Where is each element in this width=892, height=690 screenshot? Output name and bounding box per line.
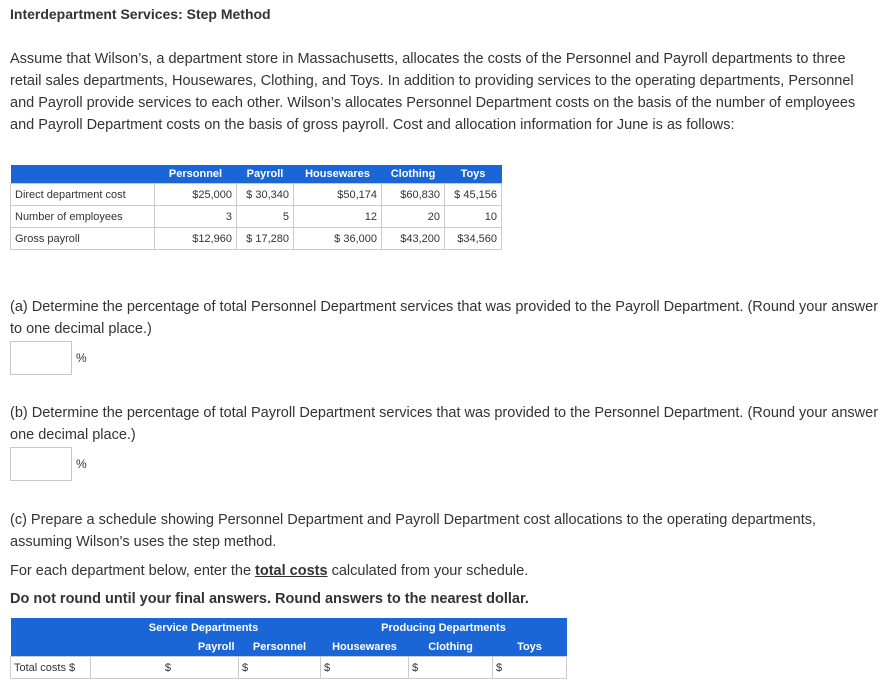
dollar-sign: $ (496, 661, 503, 674)
percent-unit: % (76, 351, 87, 365)
group-header-service: Service Departments (91, 618, 321, 637)
table-cell: $50,174 (294, 184, 382, 206)
row-label: Gross payroll (11, 228, 155, 250)
table-cell: $ 45,156 (445, 184, 502, 206)
total-costs-personnel-input[interactable] (248, 659, 312, 677)
col-header-clothing: Clothing (409, 637, 493, 657)
total-costs-housewares-input[interactable] (330, 659, 394, 677)
schedule-cell-payroll (91, 657, 239, 679)
cost-allocation-table (10, 165, 502, 250)
schedule-cell-clothing (409, 657, 493, 679)
header-blank (11, 637, 91, 657)
table-cell: 10 (445, 206, 502, 228)
col-header-toys: Toys (445, 165, 502, 184)
row-label: Direct department cost (11, 184, 155, 206)
schedule-cell-housewares (321, 657, 409, 679)
table-cell: 3 (155, 206, 237, 228)
table-row (11, 228, 502, 250)
total-costs-payroll-input[interactable] (171, 659, 235, 677)
col-header-personnel: Personnel (155, 165, 237, 184)
table-cell: 5 (237, 206, 294, 228)
col-header-payroll: Payroll (237, 165, 294, 184)
table-cell: $12,960 (155, 228, 237, 250)
answer-a-row (10, 341, 87, 375)
row-label: Total costs (14, 661, 66, 674)
table-cell: $34,560 (445, 228, 502, 250)
schedule-cell-personnel (239, 657, 321, 679)
table-row (11, 184, 502, 206)
table-cell: $60,830 (382, 184, 445, 206)
answer-a-input[interactable] (10, 341, 72, 375)
instruction-post: calculated from your schedule. (327, 563, 529, 579)
dollar-sign: $ (324, 661, 331, 674)
table-cell: $ 30,340 (237, 184, 294, 206)
instruction-emphasis: total costs (255, 563, 328, 579)
page-title: Interdepartment Services: Step Method (10, 6, 271, 22)
percent-unit: % (76, 457, 87, 471)
col-header-payroll: Payroll (91, 637, 239, 657)
table-cell: $25,000 (155, 184, 237, 206)
schedule-cell-toys (493, 657, 567, 679)
answer-b-input[interactable] (10, 447, 72, 481)
question-a: (a) Determine the percentage of total Personnel Department services that was provided to the Payroll Department. (Round your answer to one decimal place.) (10, 299, 879, 337)
rounding-note: Do not round until your final answers. Round answers to the nearest dollar. (10, 591, 529, 607)
table-cell: 20 (382, 206, 445, 228)
dollar-sign: $ (242, 661, 249, 674)
question-c: (c) Prepare a schedule showing Personnel Department and Payroll Department cost allocations to the operating departments, assuming Wilson's uses the step method. (10, 512, 816, 550)
schedule-table (10, 618, 567, 679)
table-row (11, 206, 502, 228)
table-cell: $43,200 (382, 228, 445, 250)
instruction-pre: For each department below, enter the (10, 563, 256, 579)
col-header-housewares: Housewares (294, 165, 382, 184)
table-cell: $ 36,000 (294, 228, 382, 250)
group-header-producing: Producing Departments (321, 618, 567, 637)
total-costs-clothing-input[interactable] (418, 659, 482, 677)
row-label-total-costs (11, 657, 91, 679)
table-cell: 12 (294, 206, 382, 228)
col-header-housewares: Housewares (321, 637, 409, 657)
problem-intro: Assume that Wilson’s, a department store in Massachusetts, allocates the costs of the Personnel and Payroll departments to three retail sales departments, Housewares, Clothing, and Toys. In addition to providing services to the operating departments, Personnel and Payroll provide services to each other. Wilson’s allocates Personnel Department costs on the basis of the number of employees and Payroll Department costs on the basis of gross payroll. Cost and allocation information for June is as follows: (10, 51, 856, 133)
dollar-sign: $ (164, 661, 171, 674)
col-header-personnel: Personnel (239, 637, 321, 657)
col-header-clothing: Clothing (382, 165, 445, 184)
dollar-sign: $ (69, 661, 76, 674)
col-header-toys: Toys (493, 637, 567, 657)
table-row (11, 657, 567, 679)
total-costs-toys-input[interactable] (502, 659, 554, 677)
dollar-sign: $ (412, 661, 419, 674)
instruction-line (10, 560, 880, 582)
header-blank (11, 165, 155, 184)
row-label: Number of employees (11, 206, 155, 228)
header-blank (11, 618, 91, 637)
answer-b-row (10, 447, 87, 481)
table-cell: $ 17,280 (237, 228, 294, 250)
question-b: (b) Determine the percentage of total Payroll Department services that was provided to the Personnel Department. (Round your answer one decimal place.) (10, 405, 879, 443)
